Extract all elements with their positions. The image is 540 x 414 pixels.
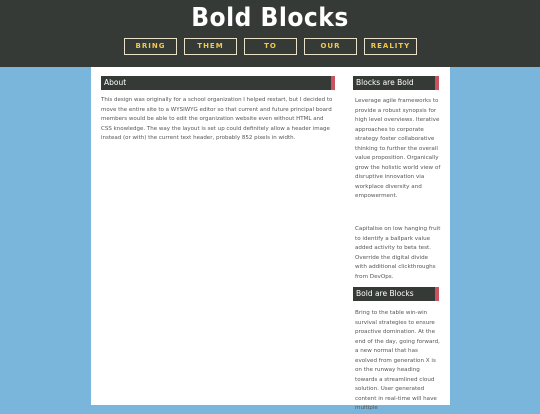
sidebar-paragraph: Capitalise on low hanging fruit to identify a ballpark value added activity to beta test. Override the digital divide with additional clickthroughs from DevOps. [355, 226, 441, 280]
nav-item-reality[interactable]: REALITY [364, 38, 417, 55]
site-header [0, 0, 540, 67]
site-title[interactable]: Bold Blocks [191, 3, 349, 33]
sidebar-paragraph: Leverage agile frameworks to provide a robust synopsis for high level overviews. Iterative approaches to corporate strategy foster collaborative thinking to further the overall value proposition. Organically grow the holistic world view of disruptive innovation via workplace diversity and empowerment. [355, 98, 441, 199]
nav-item-bring[interactable]: BRING [124, 38, 177, 55]
sidebar-heading-bold-are-blocks: Bold are Blocks [353, 287, 439, 301]
about-body: This design was originally for a school organization I helped restart, but I decided to move the entire site to a WYSIWYG editor so that current and future principal board members would be able to edit the organization website even without HTML and CSS knowledge. The way the layout is set up could definitely allow a header image instead (or with) the current text header, probably 852 pixels in width. [101, 97, 333, 141]
sidebar-paragraph: Bring to the table win-win survival strategies to ensure proactive domination. At the end of the day, going forward, a new normal that has evolved from generation X is on the runway heading towards a streamlined cloud solution. User generated content in real-time will have multiple [355, 310, 440, 411]
sidebar-heading-blocks-are-bold: Blocks are Bold [353, 76, 439, 90]
main-nav [0, 38, 540, 55]
nav-item-them[interactable]: THEM [184, 38, 237, 55]
nav-item-to[interactable]: TO [244, 38, 297, 55]
about-heading: About [101, 76, 335, 90]
nav-item-our[interactable]: OUR [304, 38, 357, 55]
